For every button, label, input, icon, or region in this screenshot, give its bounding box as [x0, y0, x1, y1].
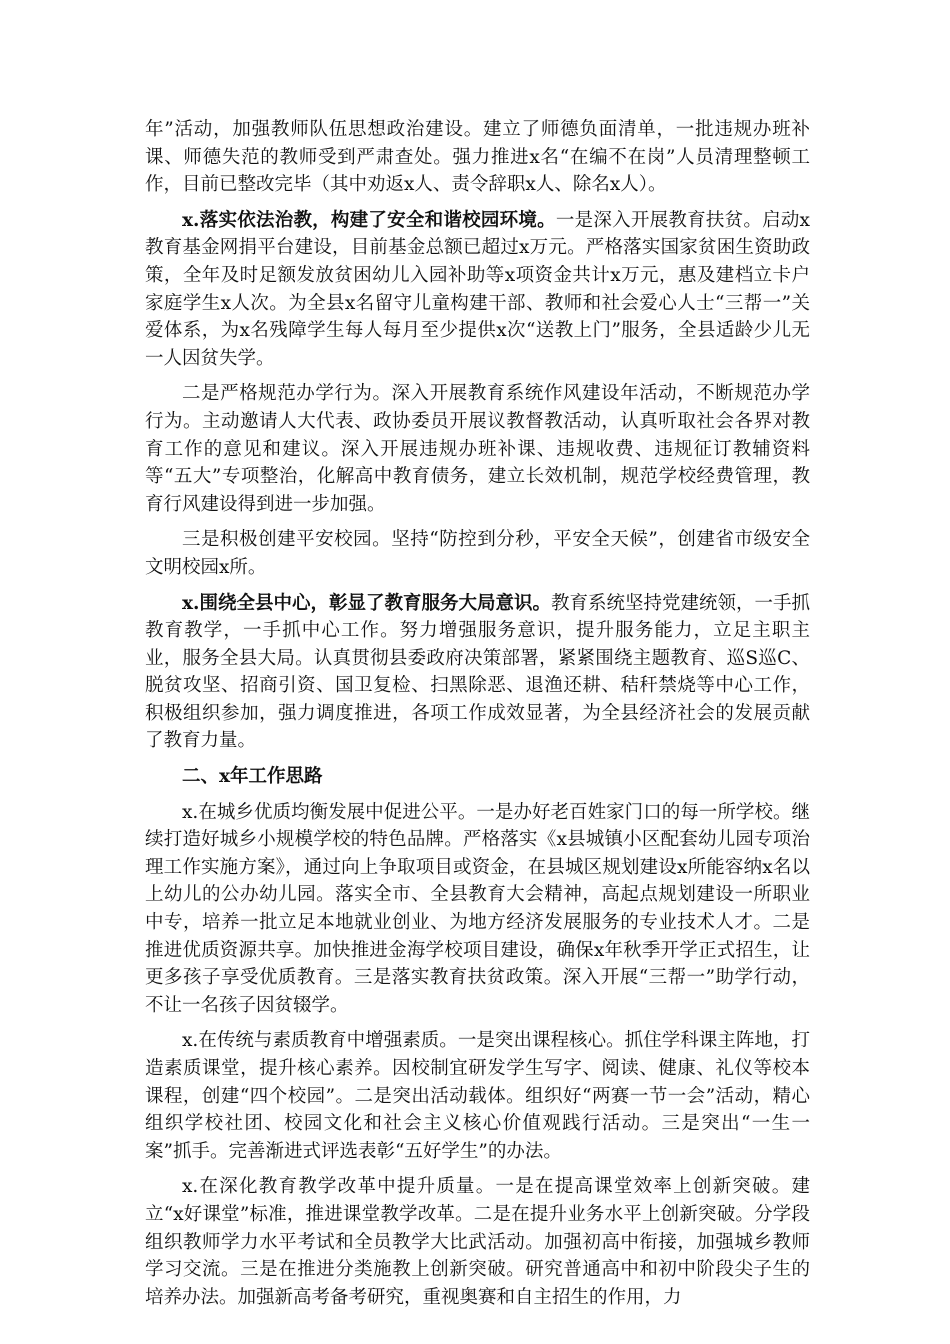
- paragraph-text: x.在传统与素质教育中增强素质。一是突出课程核心。抓住学科课主阵地，打造素质课堂，提升核心素养。因校制宜研发学生写字、阅读、健康、礼仪等校本课程，创建“四个校园”。二是突出活动载体。组织好“两赛一节一会”活动，精心组织学校社团、校园文化和社会主义核心价值观践行活动。三是突出“一生一案”抓手。完善渐进式评选表彰“五好学生”的办法。: [145, 1030, 810, 1162]
- paragraph-text: x.在深化教育教学改革中提升质量。一是在提高课堂效率上创新突破。建立“x好课堂”标准，推进课堂教学改革。二是在提升业务水平上创新突破。分学段组织教师学力水平考试和全员教学大比武活动。加强初高中衔接，加强城乡教师学习交流。三是在推进分类施教上创新突破。研究普通高中和初中阶段尖子生的培养办法。加强新高考备考研究，重视奥赛和自主招生的作用，力: [145, 1176, 810, 1308]
- paragraph-quality-education: [145, 1027, 810, 1165]
- paragraph-text: 二是严格规范办学行为。深入开展教育系统作风建设年活动，不断规范办学行为。主动邀请人大代表、政协委员开展议教督教活动，认真听取社会各界对教育工作的意见和建议。深入开展违规办班补课、违规收费、违规征订教辅资料等“五大”专项整治，化解高中教育债务，建立长效机制，规范学校经费管理，教育行风建设得到进一步加强。: [145, 383, 810, 515]
- paragraph-continuation: [145, 116, 810, 199]
- paragraph-text: 教育系统坚持党建统领，一手抓教育教学，一手抓中心工作。努力增强服务意识，提升服务能力，立足主职主业，服务全县大局。认真贯彻县委政府决策部署，紧紧围绕主题教育、巡S巡C、脱贫攻坚、招商引资、国卫复检、扫黑除恶、退渔还耕、秸秆禁烧等中心工作，积极组织参加，强力调度推进，各项工作成效显著，为全县经济社会的发展贡献了教育力量。: [145, 592, 810, 752]
- paragraph-text: 年”活动，加强教师队伍思想政治建设。建立了师德负面清单，一批违规办班补课、师德失范的教师受到严肃查处。强力推进x名“在编不在岗”人员清理整顿工作，目前已整改完毕（其中劝返x人、责令辞职x人、除名x人）。: [145, 119, 810, 196]
- paragraph-rule-of-law: [145, 207, 810, 373]
- paragraph-lead-heading: x.围绕全县中心，彰显了教育服务大局意识。: [182, 592, 551, 614]
- document-page: [145, 116, 810, 1319]
- paragraph-text: x.在城乡优质均衡发展中促进公平。一是办好老百姓家门口的每一所学校。继续打造好城乡小规模学校的特色品牌。严格落实《x县城镇小区配套幼儿园专项治理工作实施方案》，通过向上争取项目或资金，在县城区规划建设x所能容纳x名以上幼儿的公办幼儿园。落实全市、全县教育大会精神，高起点规划建设一所职业中专，培养一批立足本地就业创业、为地方经济发展服务的专业技术人才。二是推进优质资源共享。加快推进金海学校项目建设，确保x年秋季开学正式招生，让更多孩子享受优质教育。三是落实教育扶贫政策。深入开展“三帮一”助学行动，不让一名孩子因贫辍学。: [145, 801, 810, 1016]
- paragraph-county-center: [145, 590, 810, 756]
- paragraph-school-regulation: [145, 380, 810, 518]
- paragraph-safe-campus: [145, 526, 810, 581]
- paragraph-urban-rural-balance: [145, 799, 810, 1020]
- section-heading: 二、x年工作思路: [182, 766, 323, 788]
- paragraph-lead-heading: x.落实依法治教，构建了安全和谐校园环境。: [182, 209, 556, 231]
- paragraph-text: 三是积极创建平安校园。坚持“防控到分秒，平安全天候”，创建省市级安全文明校园x所。: [145, 529, 810, 578]
- paragraph-text: 一是深入开展教育扶贫。启动x教育基金网捐平台建设，目前基金总额已超过x万元。严格落实国家贫困生资助政策，全年及时足额发放贫困幼儿入园补助等x项资金共计x万元，惠及建档立卡户家庭学生x人次。为全县x名留守儿童构建干部、教师和社会爱心人士“三帮一”关爱体系，为x名残障学生每人每月至少提供x次“送教上门”服务，全县适龄少儿无一人因贫失学。: [145, 209, 810, 369]
- paragraph-teaching-reform: [145, 1173, 810, 1311]
